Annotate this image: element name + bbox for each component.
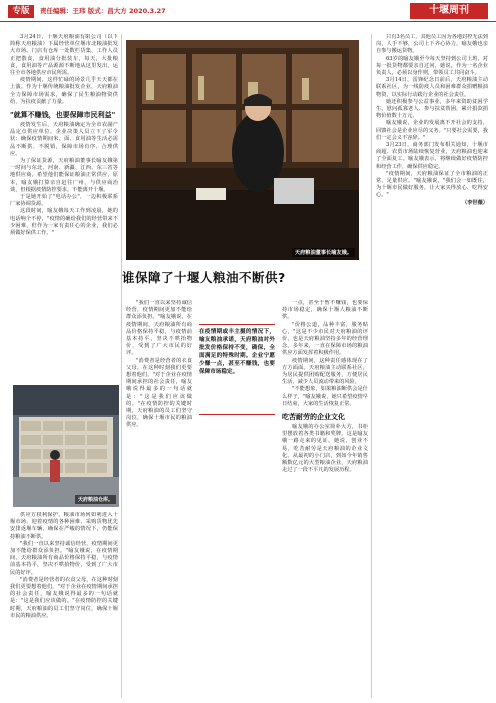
paragraph: "我们一直以来坚持诚信经营，疫情期间更加不能给群众添负担。"喻友娥说，在疫情期间，天府粮油所有商品价格保持平稳，与疫情前基本持平，坚决不哄抬物价，受到了广大市民的好评。 (10, 540, 118, 576)
article-column-3 (376, 34, 488, 698)
subheading: 吃苦耐劳的企业文化 (282, 413, 345, 422)
paragraph: 她还积极参与公益事业，多年来资助贫困学生、慰问孤寡老人、参与扶贫帮困，累计捐款捐物价值数十万元。 (376, 98, 488, 120)
warehouse-photo (13, 385, 119, 507)
pull-quote-rule-bottom (199, 414, 275, 415)
paragraph: 3月24日，十堰天府粮油有限公司（以下简称天府粮油）下属经营单位堰市北粮油批发大市场。门店有仓库一处数栏货集，工作人员正把散食，食用油分批装车，每天，大批粮食，食用油等产品源源不断地从这里发出，运往全市各地供应市民所需。 (10, 34, 118, 77)
headline: 谁保障了十堰人粮油不断供? (122, 270, 286, 285)
office-image (126, 40, 359, 260)
column-divider (371, 34, 372, 698)
section-tag: 专版 (8, 5, 34, 18)
pull-quote: 在疫情期或丰主摄的情况下，喻友粮油承诺，天府粮油对外批发价格保持不变，确保，全面满足的特殊时期。企业宁愿少赚一点，甚至不赚钱，也要保障市场稳定。 (199, 329, 275, 375)
paragraph: 一点，甚至于暂不赚钱，也要保持市场稳定，确保十堰人粮油不断供。 (282, 300, 368, 321)
paragraph: 63岁的喻友娥至今每天坚持到公司上班，对每一批货物都要亲自过问，她说，作为一名企业负责人，必须以身作则，带领员工共同奋斗。 (376, 55, 488, 77)
subheading: "就算不赚钱，也要保障市民利益" (10, 111, 116, 120)
chairman-photo (126, 40, 359, 260)
article-column-2-left (126, 300, 192, 698)
column-divider (121, 34, 122, 698)
paragraph: 供应方权利保护，粮油市场何如利进入十堰市场，迎着疫情的各种困难，采购货物优先安排返堰车辆，确保在严峻的情况下，仍能保持粮油不断供。 (10, 512, 118, 540)
paragraph: 喻友娥的办公室简朴大方，书柜里摆放着各类书籍和奖牌。这是喻友娥一路走来的见证。她说，创业不易，吃苦耐劳是天府粮油的企业文化。从最初的小门店，到如今年销售额数亿元的大型粮油企业，天府粮油走过了一段不平凡的发展历程。 (282, 424, 368, 474)
paragraph: 疫情发生后，天府粮油确定为全市农副产品定点供应单位。企业决策人员立下了军令状：确保疫情期间米、面、食用油等生活必需品不断供、不脱销，保障市场有序、合理供应。 (10, 122, 118, 157)
pull-quote-rule-top (199, 324, 275, 325)
paragraph: 只有3名员工，其他员工因为各地封控无法到岗，人手不够，公司上下齐心协力，喻友娥也亲自参与搬运货物。 (376, 34, 488, 55)
paragraph: 这段时间，喻友娥每天工作到凌晨，她的电话响个不停，"疫情的确给我们的经营带来不少困难，但作为一家有责任心的企业，我们必须做好保供工作。" (10, 208, 118, 237)
paragraph: "疫情期间，天府粮油保证了全市粮油的正常、足量供应。"喻友娥说，"我们会一如既往，为十堰市民做好服务，让大家买得放心、吃得安心。" (376, 170, 488, 199)
paragraph: 喻友娥说，企业的发展离不开社会的支持，回馈社会是企业应尽的义务。"只要社会需要，我们一定会义不容辞。" (376, 120, 488, 141)
paragraph: 3月23日，商务部门发布相关通知，十堰市商超、农贸市场陆续恢复营业，天府粮油也迎来了全面复工。喻友娥表示，将继续做好疫情防控和经营工作，确保供应稳定。 (376, 142, 488, 170)
brand-banner: 十堰周刊 (410, 3, 488, 19)
article-column-2 (282, 300, 368, 698)
byline: （李世薇） (462, 199, 488, 206)
article-column-1-bottom (10, 512, 118, 698)
article-column-1 (10, 34, 118, 382)
editor-meta: 责任编辑：王玮 版式：昌大方 2020.3.27 (40, 7, 166, 15)
paragraph: 疫情期间，这种责任感体现在了方方面面。天府粮油主动联系社区，为居民提供团购配送服务，方便居民生活，减少人员流动带来的风险。 (282, 357, 368, 386)
page-header (0, 0, 496, 22)
paragraph: "消费者是经营者的衣食父母，在这种时刻我们更要想着他们。"对于企业在疫情期间承担的社会责任，喻友娥说得最多的一句话就是："这是我们应该做的。"在疫情防控的关键时期，天府粮油的员工们坚守岗位，确保十堰市民的粮油供应。 (10, 576, 118, 619)
chairman-photo-caption: 天府粮油董事长喻友娥。 (292, 248, 355, 257)
warehouse-photo-caption: 天府粮油仓库。 (75, 495, 116, 504)
paragraph: 为了保证货源，天府粮油董事长喻友娥第一时间与东北、河南、新疆、江西、东三省等地供应商，希望他们能保证粮油正常供应，原本，喻友娥打算亲自赶往广州，与供应商治谈，但根据疫情防控要求，不能离开十堰。 (10, 158, 118, 193)
paragraph: "我们一直以来坚持诚信经营，疫情期间更加不能给群众添负担。"喻友娥说，在疫情期间，天府粮油所有商品价格保持平稳，与疫情前基本持平，坚决不哄抬物价，受到了广大市民的好评。 (126, 300, 192, 357)
warehouse-image (13, 385, 119, 507)
paragraph: "价格公道，品种丰富，服务贴心，"这是不少市民对天府粮油的评价，也是天府粮油坚持多年的经营理念。多年来，一直在保障市场的粮油供应方面发挥着积极作用。 (282, 321, 368, 357)
paragraph: "不能想象，如果粮油断供会是什么样子，"喻友娥说，她只希望疫情早日结束，大家的生活恢复正常。 (282, 386, 368, 407)
paragraph: 3月14日，雷锋纪念日前后，天府粮油主动联系社区，为一线防疫人员和困难群众捐赠粮油物资，以实际行动践行企业的社会责任。 (376, 77, 488, 98)
paragraph: 于是她开始了"电话办公"，一边积极联系厂家协调货源。 (10, 194, 118, 208)
paragraph: 疫情期间，这样忙碌的场景几乎天天都在上演。作为十堰传统粮油批发企业，天府粮油全力保障市场需求，确保了民生粮油物资供给，为抗疫贡献了力量。 (10, 77, 118, 105)
paragraph: "消费者是经营者的衣食父母，在这种时刻我们更要想着他们。"对于企业在疫情期间承担的社会责任，喻友娥说得最多的一句话就是："这是我们应该做的。"在疫情防控的关键时期，天府粮油的员工们坚守岗位，确保十堰市民的粮油供应。 (126, 357, 192, 429)
